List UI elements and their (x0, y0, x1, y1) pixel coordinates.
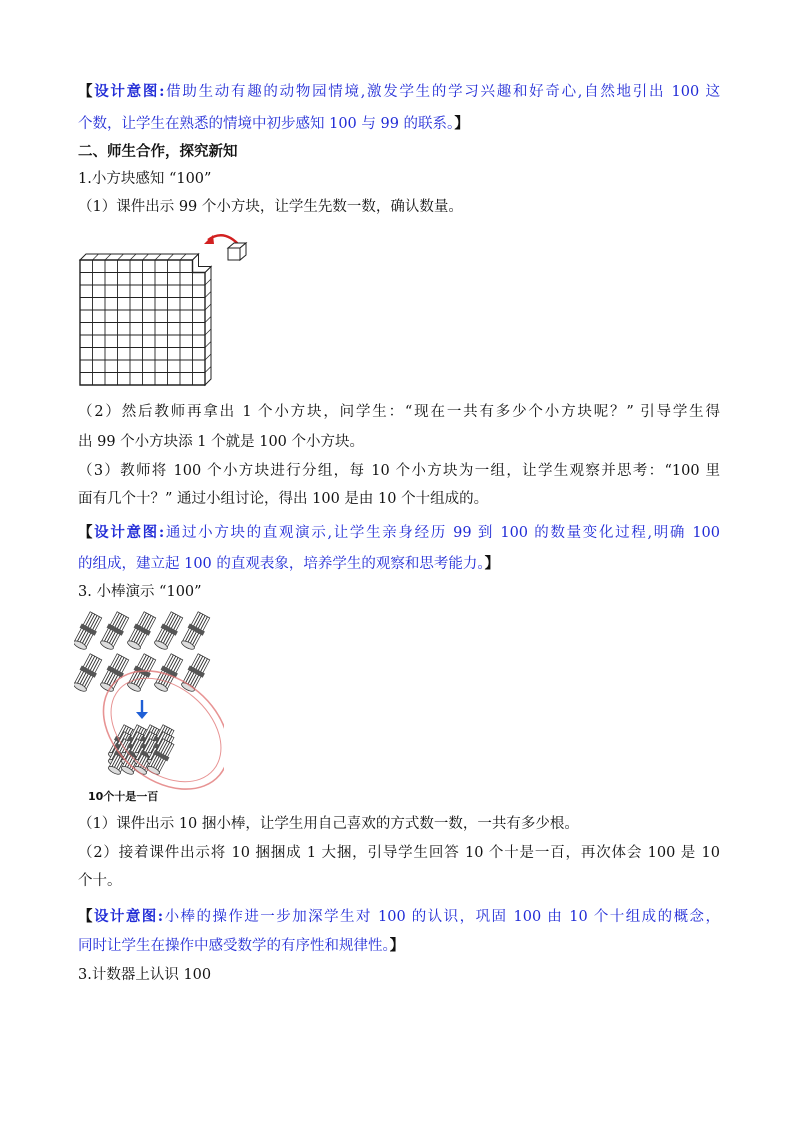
design-intent-text: 的组成，建立起 100 的直观表象，培养学生的观察和思考能力。 (78, 556, 485, 572)
stick-bundle (179, 611, 211, 652)
design-intent-2-line-1 (78, 524, 720, 542)
item3-sticks-paragraph-2-line-1: （2）接着课件出示将 10 捆捆成 1 大捆，引导学生回答 10 个十是一百，再次体会 100 是 10 (78, 845, 720, 861)
arrow-head-icon (204, 235, 214, 244)
item1-paragraph-2-line-1: （2）然后教师再拿出 1 个小方块，问学生：“现在一共有多少个小方块呢？” 引导学生得 (78, 404, 720, 420)
item1-paragraph-3-line-2: 面有几个十？” 通过小组讨论，得出 100 是由 10 个十组成的。 (78, 491, 489, 507)
stick-bundles-figure (74, 604, 224, 790)
bracket-open: 【 (78, 524, 95, 541)
item3-abacus-title: 3.计数器上认识 100 (78, 967, 212, 983)
item1-paragraph-2-line-2: 出 99 个小方块添 1 个就是 100 个小方块。 (78, 434, 365, 450)
design-intent-3-line-1 (78, 908, 720, 926)
item1-paragraph-3-line-1: （3）教师将 100 个小方块进行分组，每 10 个小方块为一组，让学生观察并思考：“100 里 (78, 463, 720, 479)
design-intent-text: 通过小方块的直观演示,让学生亲身经历 99 到 100 的数量变化过程,明确 100 (164, 525, 720, 541)
design-intent-1-line-2 (78, 115, 720, 133)
item1-title: 1.小方块感知 “100” (78, 171, 212, 187)
design-intent-text: 小棒的操作进一步加深学生对 100 的认识，巩固 100 由 10 个十组成的概念， (163, 909, 720, 925)
item3-sticks-title: 3. 小棒演示 “100” (78, 584, 202, 600)
stick-bundles (74, 611, 212, 694)
stick-bundle (98, 653, 130, 694)
down-arrow-head-icon (136, 712, 148, 719)
stick-bundle (179, 653, 211, 694)
design-intent-label: 设计意图: (94, 524, 165, 541)
stick-bundle (74, 653, 104, 694)
bracket-open: 【 (78, 83, 95, 100)
bracket-open: 【 (78, 908, 94, 925)
item1-paragraph-1: （1）课件出示 99 个小方块，让学生先数一数，确认数量。 (78, 199, 463, 215)
hundred-block-grid (80, 254, 211, 385)
stick-bundle (152, 611, 184, 652)
design-intent-label: 设计意图: (94, 83, 165, 100)
design-intent-3-line-2 (78, 937, 720, 955)
item3-sticks-paragraph-2-line-2: 个十。 (78, 873, 122, 889)
single-cube-icon (228, 243, 246, 260)
design-intent-text: 个数，让学生在熟悉的情境中初步感知 100 与 99 的联系。 (78, 116, 455, 132)
design-intent-2-line-2 (78, 555, 720, 573)
stick-bundle (74, 611, 104, 652)
design-intent-label: 设计意图: (93, 908, 164, 925)
stick-bundle (125, 611, 157, 652)
sticks-caption: 10个十是一百 (88, 790, 159, 803)
design-intent-text: 同时让学生在操作中感受数学的有序性和规律性。 (78, 938, 390, 954)
item3-sticks-paragraph-1: （1）课件出示 10 捆小棒，让学生用自己喜欢的方式数一数，一共有多少根。 (78, 816, 579, 832)
stick-bundle (98, 611, 130, 652)
bracket-close: 】 (389, 937, 405, 954)
bracket-close: 】 (484, 555, 500, 572)
cube-block-figure (74, 226, 286, 392)
design-intent-1-line-1 (78, 83, 720, 101)
design-intent-text: 借助生动有趣的动物园情境,激发学生的学习兴趣和好奇心,自然地引出 100 这 (164, 84, 720, 100)
section-heading: 二、师生合作，探究新知 (78, 143, 238, 160)
bracket-close: 】 (454, 115, 469, 132)
